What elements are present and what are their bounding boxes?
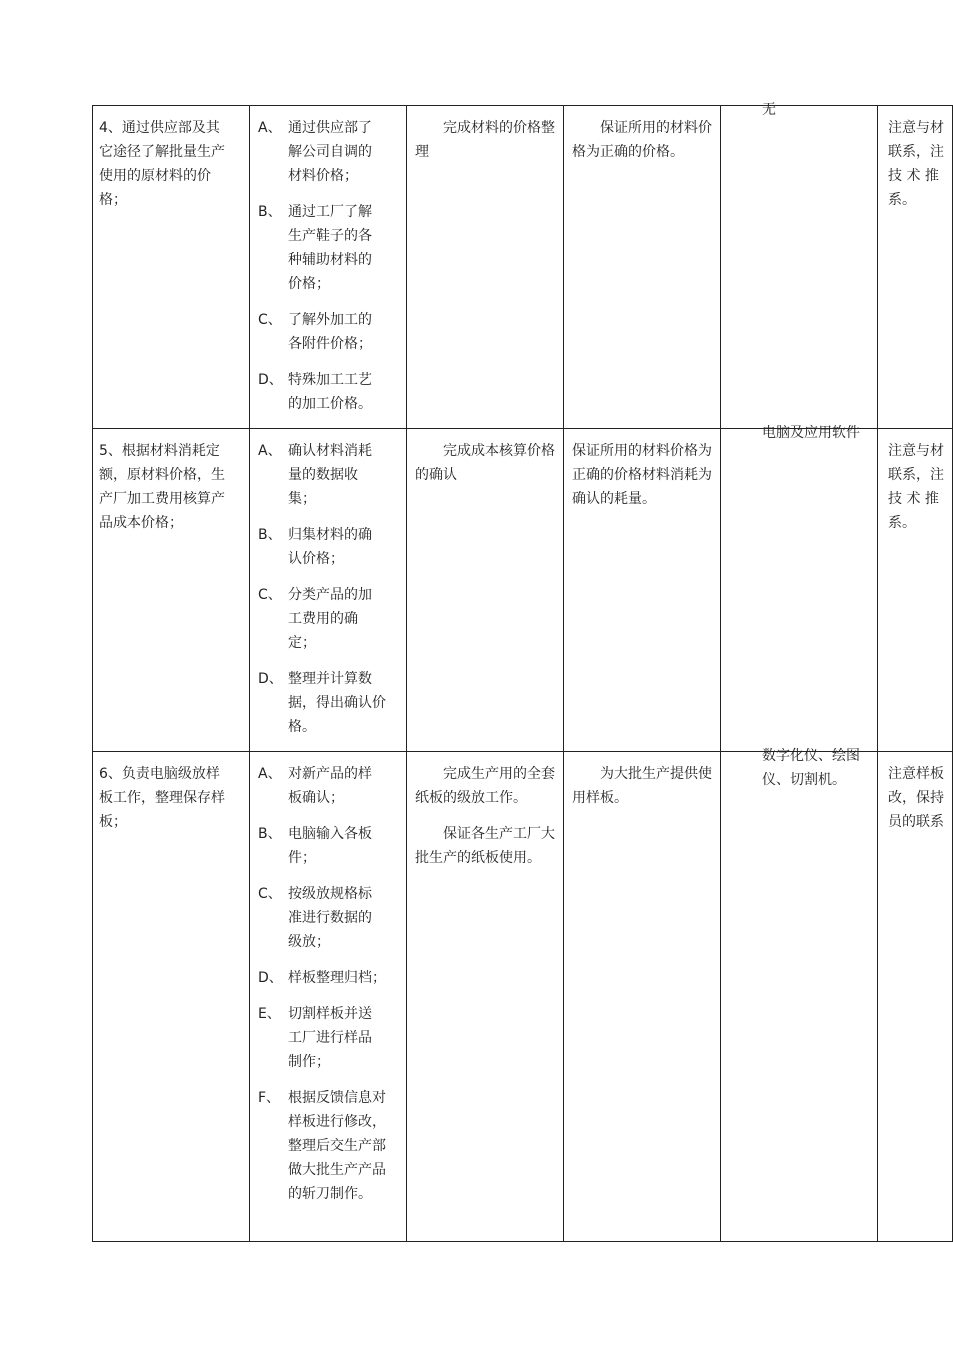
notes-cell xyxy=(878,106,953,429)
standard-cell xyxy=(564,752,721,1242)
result-cell xyxy=(407,752,564,1242)
result-cell xyxy=(407,106,564,429)
result-text: 完成生产用的全套纸板的级放工作。 xyxy=(415,766,555,806)
table-row xyxy=(93,106,953,429)
standard-cell xyxy=(564,429,721,752)
standard-text: 保证所用的材料价格为正确的价格。 xyxy=(572,120,712,160)
note-line: 注意与材 xyxy=(888,120,944,136)
standard-text: 为大批生产提供使用样板。 xyxy=(572,766,712,806)
note-line: 联系，注 xyxy=(888,144,944,160)
notes-cell xyxy=(878,752,953,1242)
step-item: B、 归集材料的确认价格； xyxy=(258,527,372,567)
tools-text: 数字化仪、绘图仪、切割机。 xyxy=(762,748,860,788)
notes-cell xyxy=(878,429,953,752)
note-line: 注意样板 xyxy=(888,766,944,782)
note-line: 系。 xyxy=(888,515,916,531)
standard-text: 保证所用的材料价格为正确的价格材料消耗为确认的耗量。 xyxy=(572,443,712,507)
task-cell xyxy=(93,752,250,1242)
step-item: F、 根据反馈信息对样板进行修改，整理后交生产部做大批生产产品的斩刀制作。 xyxy=(258,1090,386,1202)
standard-cell xyxy=(564,106,721,429)
result-text: 完成材料的价格整理 xyxy=(415,120,555,160)
step-item: D、 样板整理归档； xyxy=(258,970,386,986)
step-item: A、 确认材料消耗量的数据收集； xyxy=(258,443,372,507)
table-row xyxy=(93,752,953,1242)
note-line: 改，保持 xyxy=(888,790,944,806)
note-line: 技 术 推 xyxy=(888,168,939,184)
step-item: B、 电脑输入各板件； xyxy=(258,826,372,866)
note-line: 注意与材 xyxy=(888,443,944,459)
job-task-table xyxy=(92,102,953,1242)
step-item: A、 通过供应部了解公司自调的材料价格； xyxy=(258,120,372,184)
step-item: D、 整理并计算数据，得出确认价格。 xyxy=(258,671,386,735)
note-line: 系。 xyxy=(888,192,916,208)
task-cell xyxy=(93,429,250,752)
task-cell xyxy=(93,106,250,429)
tools-text: 电脑及应用软件 xyxy=(762,425,860,441)
note-line: 技 术 推 xyxy=(888,491,939,507)
tools-cell xyxy=(721,748,878,1242)
step-item: C、 了解外加工的各附件价格； xyxy=(258,312,372,352)
result-text: 保证各生产工厂大批生产的纸板使用。 xyxy=(415,826,555,866)
steps-cell xyxy=(250,429,407,752)
note-line: 员的联系 xyxy=(888,814,944,830)
step-item: E、 切割样板并送工厂进行样品制作； xyxy=(258,1006,372,1070)
task-text: 6、负责电脑级放样板工作，整理保存样板； xyxy=(99,766,225,830)
step-item: B、 通过工厂了解生产鞋子的各种辅助材料的价格； xyxy=(258,204,372,292)
document-page xyxy=(92,102,950,1202)
tools-cell xyxy=(721,102,878,429)
note-line: 联系，注 xyxy=(888,467,944,483)
result-cell xyxy=(407,429,564,752)
table-row xyxy=(93,429,953,752)
result-text: 完成成本核算价格的确认 xyxy=(415,443,555,483)
step-item: C、 按级放规格标准进行数据的级放； xyxy=(258,886,372,950)
task-text: 4、通过供应部及其它途径了解批量生产使用的原材料的价格； xyxy=(99,120,225,208)
tools-cell xyxy=(721,425,878,752)
steps-cell xyxy=(250,752,407,1242)
step-item: A、 对新产品的样板确认； xyxy=(258,766,372,806)
step-item: C、 分类产品的加工费用的确定； xyxy=(258,587,372,651)
step-item: D、 特殊加工工艺的加工价格。 xyxy=(258,372,372,412)
tools-text: 无 xyxy=(762,102,776,118)
steps-cell xyxy=(250,106,407,429)
task-text: 5、根据材料消耗定额，原材料价格，生产厂加工费用核算产品成本价格； xyxy=(99,443,225,531)
